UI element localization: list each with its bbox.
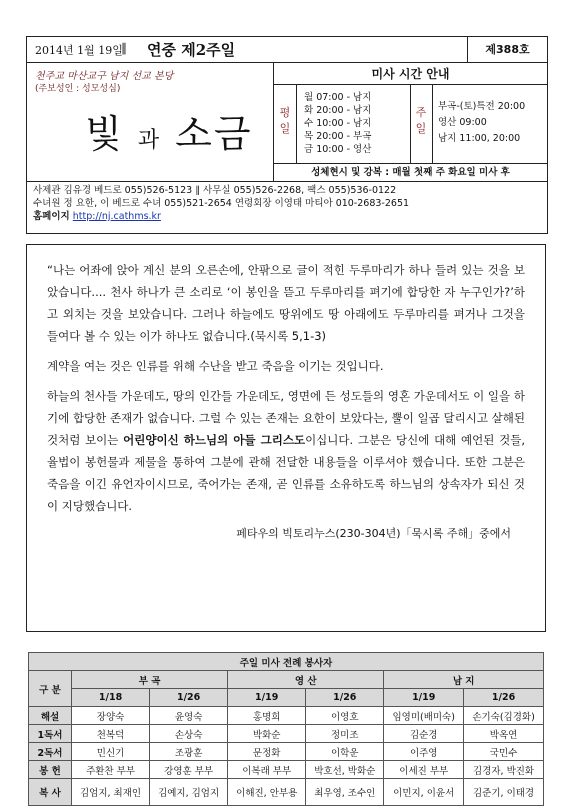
table-row (29, 761, 544, 779)
issue-number: 제388호 (467, 37, 547, 63)
row-label: 봉 헌 (29, 761, 72, 779)
table-cell: 정미조 (306, 725, 384, 743)
title-light: 빛 (85, 112, 124, 156)
quote-paragraph-1: “나는 어좌에 앉아 계신 분의 오른손에, 안팎으로 글이 적힌 두루마리가 하나 들려 있는 것을 보았습니다.... 천사 하나가 큰 소리로 ‘이 봉인을 뜯고 두루마리를 펴기에 합당한 자 누구인가?’하고 외치는 것을 보았습니다. 그러나 하늘에도 땅위에도 땅 아래에도 두루마리를 펴거나 그것을 들여다 볼 수 있는 이가 하나도 없습니다.(묵시록 5,1-3) (47, 263, 525, 343)
table-cell: 이주영 (384, 743, 464, 761)
table-cell: 김엄지, 최재인 (72, 779, 150, 806)
quote-paragraph-2: 계약을 여는 것은 인류를 위해 수난을 받고 죽음을 이기는 것입니다. (47, 359, 384, 373)
table-cell: 민신기 (72, 743, 150, 761)
place-yeongsan: 영 산 (228, 671, 384, 689)
liturgy-servers-table (28, 652, 544, 806)
sunday-schedule: 부곡-(토)특전 20:00 영산 09:00 남지 11:00, 20:00 (438, 101, 526, 144)
place-bugok: 부 곡 (72, 671, 228, 689)
place-namji: 남 지 (384, 671, 544, 689)
quote-text-a: 하늘의 천사들 가운데도, 땅의 인간들 가운데도, 영면에 든 성도들의 영혼 가운데서도 이 일을 하기에 합당한 존재가 없습니다. 그럴 수 있는 존재는 요한이 보았다는, 뿔이 일곱 달리시고 살해된 것처럼 보이는 (47, 389, 525, 447)
table-cell: 이영호 (306, 707, 384, 725)
quote-source: 페타우의 빅토리누스(230-304년)「묵시록 주해」중에서 (236, 527, 511, 540)
table-row (29, 743, 544, 761)
quote-emphasis: 어린양이신 하느님의 아들 그리스도 (123, 433, 306, 447)
table-row (29, 707, 544, 725)
homepage-link[interactable]: http://nj.cathms.kr (72, 211, 161, 222)
table-cell: 박옥연 (464, 725, 544, 743)
table-cell: 윤영숙 (150, 707, 228, 725)
table-cell: 김준기, 이태경 (464, 779, 544, 806)
bulletin-header (26, 36, 548, 234)
date-header: 1/19 (228, 689, 306, 707)
table-cell: 이학운 (306, 743, 384, 761)
mass-times-panel (273, 85, 547, 163)
table-cell: 손상숙 (150, 725, 228, 743)
table-cell: 최우영, 조수인 (306, 779, 384, 806)
table-cell: 김경자, 박진화 (464, 761, 544, 779)
row-label: 복 사 (29, 779, 72, 806)
date-header: 1/26 (464, 689, 544, 707)
table-cell: 김예지, 김엄지 (150, 779, 228, 806)
table-cell: 홍명희 (228, 707, 306, 725)
table-cell: 이해진, 안부용 (228, 779, 306, 806)
date-header: 1/26 (306, 689, 384, 707)
table-cell: 김순경 (384, 725, 464, 743)
table-cell: 손기숙(김경화) (464, 707, 544, 725)
weekday-schedule: 월 07:00 - 남지 화 20:00 - 남지 수 10:00 - 남지 목 20:00 - 부곡 금 10:00 - 영산 (304, 92, 372, 155)
table-cell: 박호선, 박화순 (306, 761, 384, 779)
contact-line-2: 수녀원 정 요한, 이 베드로 수녀 055)521-2654 연령회장 이영태 마티아 010-2683-2651 (33, 198, 410, 209)
contact-info (27, 181, 547, 233)
table-cell: 박화순 (228, 725, 306, 743)
row-label: 2독서 (29, 743, 72, 761)
table-title: 주일 미사 전례 봉사자 (29, 653, 544, 671)
patron-saint: (주보성인 : 성모성심) (35, 84, 121, 94)
date-header: 1/26 (150, 689, 228, 707)
table-cell: 장양숙 (72, 707, 150, 725)
bulletin-title (85, 103, 253, 158)
date-header: 1/19 (384, 689, 464, 707)
table-row (29, 725, 544, 743)
title-salt: 소금 (175, 112, 253, 156)
adoration-note: 성체현시 및 강복 : 매월 첫째 주 화요일 미사 후 (273, 163, 547, 181)
mass-times-title: 미사 시간 안내 (273, 63, 547, 85)
reflection-box (26, 244, 546, 632)
quote-paragraph-3 (47, 385, 525, 517)
table-cell: 천복덕 (72, 725, 150, 743)
title-and: 과 (137, 128, 162, 153)
divider-mark: ∥ (121, 41, 127, 55)
sunday-label: 주일 (415, 106, 427, 135)
table-cell: 문정화 (228, 743, 306, 761)
issue-date: 2014년 1월 19일 (35, 44, 123, 57)
table-cell: 이복래 부부 (228, 761, 306, 779)
weekday-label: 평일 (279, 106, 291, 135)
date-header: 1/18 (72, 689, 150, 707)
table-cell: 이세진 부부 (384, 761, 464, 779)
row-label: 1독서 (29, 725, 72, 743)
table-cell: 이민지, 이윤서 (384, 779, 464, 806)
contact-line-1: 사제관 김유경 베드로 055)526-5123 ∥ 사무실 055)526-2268, 팩스 055)536-0122 (33, 185, 397, 196)
table-cell: 강영훈 부부 (150, 761, 228, 779)
table-cell: 주환찬 부부 (72, 761, 150, 779)
table-cell: 임영미(배미숙) (384, 707, 464, 725)
row-label: 해설 (29, 707, 72, 725)
table-cell: 조광훈 (150, 743, 228, 761)
table-cell: 국민수 (464, 743, 544, 761)
liturgical-week: 연중 제2주일 (147, 41, 236, 59)
quote-text-b: 이십니다. 그분은 당신에 대해 예언된 것들, 율법이 봉헌물과 제물을 통하여 그분에 관해 전달한 내용들을 이루셔야 했습니다. 또한 그분은 죽음을 이긴 유언자이시므로, 죽어가는 존재, 곧 인류를 소유하도록 하느님의 상속자가 되신 것이 지당했습니다. (47, 433, 525, 513)
parish-name: 천주교 마산교구 남지 선교 본당 (35, 71, 174, 82)
table-row (29, 779, 544, 806)
table-corner: 구 분 (29, 671, 72, 707)
homepage-line (33, 210, 541, 223)
homepage-label: 홈페이지 (33, 211, 70, 222)
header-top-bar (27, 37, 547, 63)
